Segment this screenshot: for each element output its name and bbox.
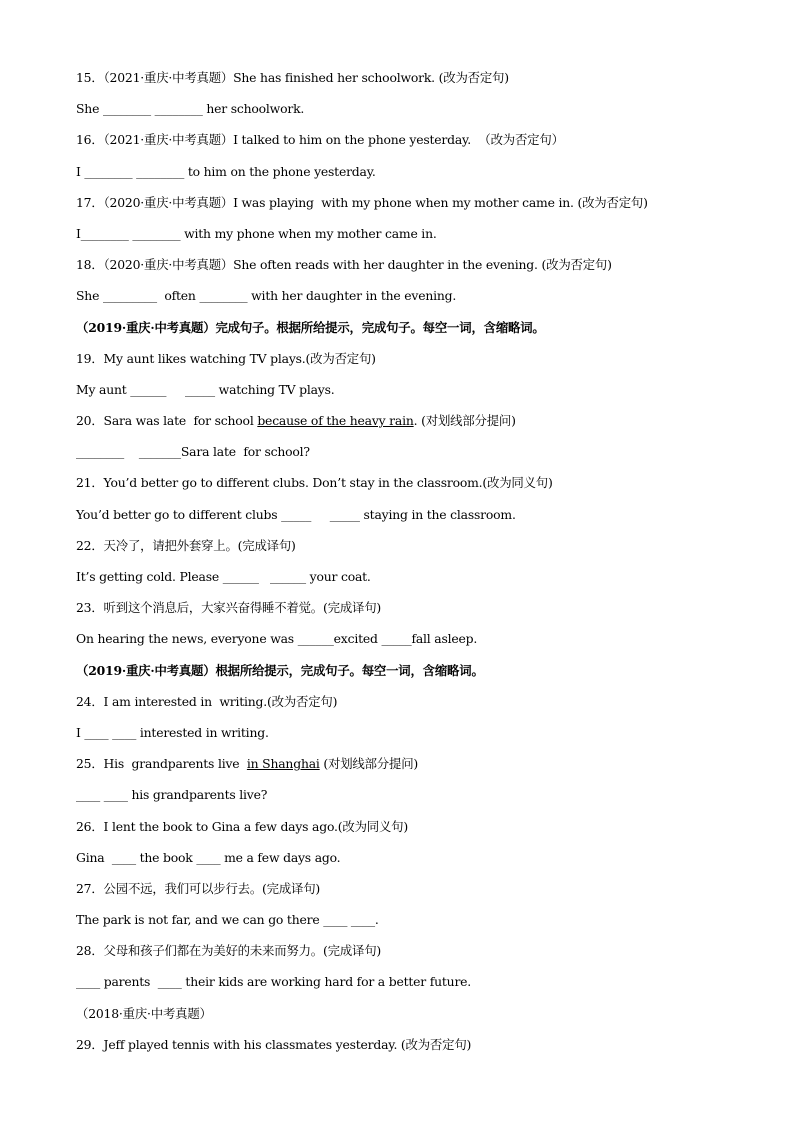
q25-underlined-phrase: in Shanghai [246,756,320,772]
q19-prompt: 19．My aunt likes watching TV plays.(改为否定句) [76,350,376,366]
q22-answer-line: It’s getting cold. Please ______ ______ your coat. [76,569,371,584]
q24-answer-line: I ____ ____ interested in writing. [76,724,269,740]
q24-prompt: 24．I am interested in writing.(改为否定句) [76,693,338,709]
q16-prompt: 16．（2021·重庆·中考真题）I talked to him on the phone yesterday. （改为否定句） [76,132,564,148]
q29-prompt: 29．Jeff played tennis with his classmates yesterday. (改为否定句) [76,1036,472,1052]
q21-answer-line: You’d better go to different clubs _____ _____ staying in the classroom. [76,506,516,522]
q26-prompt: 26．I lent the book to Gina a few days ago.(改为同义句) [76,818,408,834]
q18-answer-line: She _________ often ________ with her daughter in the evening. [76,288,457,304]
q25-answer-line: ____ ____ his grandparents live? [76,787,268,803]
q16-answer-line: I ________ ________ to him on the phone yesterday. [76,163,376,179]
q20-underlined-phrase: because of the heavy rain [257,413,414,429]
q20-prompt [76,405,716,436]
worksheet-page [76,62,716,1060]
q27-answer-line: The park is not far, and we can go there ____ ____. [76,912,379,928]
q15-answer-line: She ________ ________ her schoolwork. [76,101,305,117]
section-heading-2019-a: （2019·重庆·中考真题）完成句子。根据所给提示，完成句子。每空一词，含缩略词。 [76,319,545,335]
q25-prompt-post: (对划线部分提问) [319,756,419,772]
q20-prompt-post: . (对划线部分提问) [413,413,516,429]
section-heading-2019-b: （2019·重庆·中考真题）根据所给提示，完成句子。每空一词，含缩略词。 [76,662,484,678]
q23-answer-line: On hearing the news, everyone was ______excited _____fall asleep. [76,631,478,647]
q20-answer-line: ________ _______Sara late for school? [76,444,310,460]
q15-prompt: 15．（2021·重庆·中考真题）She has finished her schoolwork. (改为否定句) [76,70,509,85]
q23-prompt: 23．听到这个消息后，大家兴奋得睡不着觉。(完成译句) [76,600,382,616]
q26-answer-line: Gina ____ the book ____ me a few days ago. [76,849,341,865]
q27-prompt: 27．公园不远，我们可以步行去。(完成译句) [76,880,321,896]
q28-prompt: 28．父母和孩子们都在为美好的未来而努力。(完成译句) [76,943,382,959]
q19-answer-line: My aunt ______ _____ watching TV plays. [76,381,335,397]
section-heading-2018: （2018·重庆·中考真题） [76,1005,212,1021]
q21-prompt: 21．You’d better go to different clubs. Don’t stay in the classroom.(改为同义句) [76,475,553,491]
q25-prompt [76,748,716,779]
q20-prompt-pre: 20．Sara was late for school [76,413,258,429]
q17-prompt: 17．（2020·重庆·中考真题）I was playing with my phone when my mother came in. (改为否定句) [76,194,648,210]
q22-prompt: 22．天冷了，请把外套穿上。(完成译句) [76,537,296,553]
q18-prompt: 18．（2020·重庆·中考真题）She often reads with her daughter in the evening. (改为否定句) [76,257,612,273]
q25-prompt-pre: 25．His grandparents live [76,756,247,772]
q28-answer-line: ____ parents ____ their kids are working hard for a better future. [76,974,472,990]
q17-answer-line: I________ ________ with my phone when my mother came in. [76,225,437,241]
